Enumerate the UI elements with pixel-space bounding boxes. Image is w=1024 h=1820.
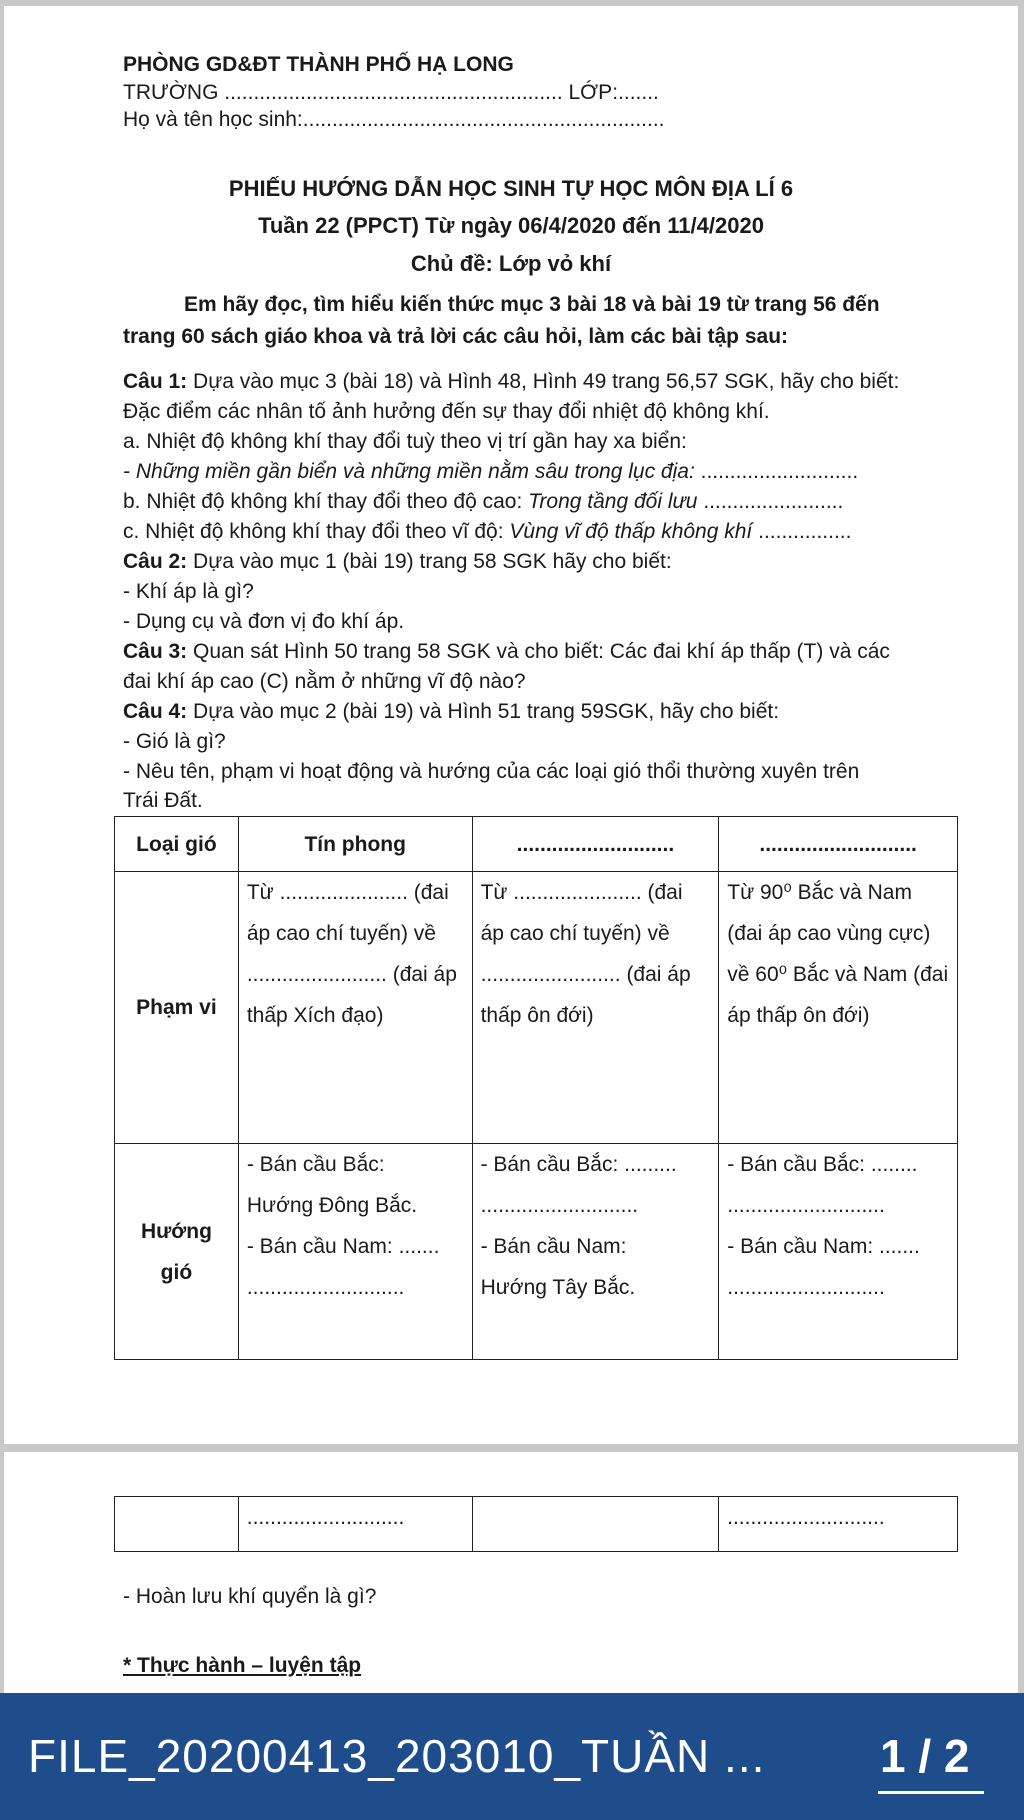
worksheet-topic: Chủ đề: Lớp vỏ khí (410, 251, 612, 276)
q1-a-italic: - Những miền gần biển và những miền nằm sâu trong lục địa: (123, 460, 701, 483)
office-header: PHÒNG GD&ĐT THÀNH PHỐ HẠ LONG (123, 53, 514, 76)
q1-b (123, 488, 953, 516)
table-cell (238, 1144, 472, 1360)
cell-line: - Bán cầu Bắc: (246, 1153, 385, 1176)
q2-item-2: - Dụng cụ và đơn vị đo khí áp. (123, 610, 405, 633)
cell-line: - Bán cầu Nam: (480, 1235, 627, 1258)
table-cell (472, 1497, 719, 1552)
intro-line-1: Em hãy đọc, tìm hiểu kiến thức mục 3 bài 18 và bài 19 từ trang 56 đến (184, 293, 880, 316)
table-header: ........................... (719, 817, 958, 872)
q2-label: Câu 2: (123, 550, 188, 573)
table-cell (719, 1144, 958, 1360)
q2-item-1: - Khí áp là gì? (123, 580, 254, 603)
cell-line: Hướng Đông Bắc. (246, 1194, 418, 1217)
q1-a-detail (123, 458, 953, 486)
table-row (115, 1144, 958, 1360)
q4-item-2b: Trái Đất. (123, 789, 203, 812)
wind-table (114, 816, 958, 1360)
cell-line: ........................... (727, 1276, 885, 1299)
viewer-bottom-bar (0, 1693, 1024, 1820)
question-3 (123, 638, 953, 666)
q1-text-2: Đặc điểm các nhân tố ảnh hưởng đến sự thay đổi nhiệt độ không khí. (123, 400, 770, 423)
q4-text: Dựa vào mục 2 (bài 19) và Hình 51 trang 59SGK, hãy cho biết: (187, 700, 780, 723)
school-line: TRƯỜNG .......................................................... LỚP:....... (123, 81, 659, 104)
file-name[interactable]: FILE_20200413_203010_TUẦN ... (28, 1730, 766, 1782)
practice-heading: * Thực hành – luyện tập (123, 1654, 362, 1677)
page-indicator[interactable]: 1 / 2 (880, 1730, 970, 1782)
row-label-direction: Hướng gió (115, 1144, 239, 1360)
table-cell (472, 1144, 719, 1360)
q3-label: Câu 3: (123, 640, 188, 663)
q1-c-italic: Vùng vĩ độ thấp không khí (509, 520, 759, 543)
question-2 (123, 548, 953, 576)
table-cell (115, 1497, 239, 1552)
intro-line-2: trang 60 sách giáo khoa và trả lời các câu hỏi, làm các bài tập sau: (123, 325, 789, 348)
q1-a: a. Nhiệt độ không khí thay đổi tuỳ theo vị trí gần hay xa biển: (123, 430, 687, 453)
worksheet-week: Tuần 22 (PPCT) Từ ngày 06/4/2020 đến 11/4/2020 (258, 213, 764, 238)
q2-text: Dựa vào mục 1 (bài 19) trang 58 SGK hãy cho biết: (187, 550, 672, 573)
table-cell: Từ ...................... (đai áp cao chí tuyến) về ........................ (đai áp thấp Xích đạo) (238, 872, 472, 1144)
q1-label: Câu 1: (123, 370, 188, 393)
table-row (115, 872, 958, 1144)
q1-c-text: c. Nhiệt độ không khí thay đổi theo vĩ độ: (123, 520, 510, 543)
table-cell: Từ 90⁰ Bắc và Nam (đai áp cao vùng cực) về 60⁰ Bắc và Nam (đai áp thấp ôn đới) (719, 872, 958, 1144)
q1-c (123, 518, 953, 546)
q1-b-dots: ........................ (703, 490, 844, 513)
q4-label: Câu 4: (123, 700, 188, 723)
q4-item-1: - Gió là gì? (123, 730, 226, 753)
table-header: ........................... (472, 817, 719, 872)
table-header: Loại gió (115, 817, 239, 872)
cell-line: ........................... (246, 1276, 405, 1299)
document-page-1 (4, 6, 1018, 1444)
worksheet-title: PHIẾU HƯỚNG DẪN HỌC SINH TỰ HỌC MÔN ĐỊA LÍ 6 (228, 176, 794, 201)
wind-table-continued (114, 1496, 958, 1552)
table-cell: ........................... (719, 1497, 958, 1552)
cell-line: - Bán cầu Bắc: ......... (480, 1153, 677, 1176)
cell-line: ........................... (480, 1194, 639, 1217)
q-atmospheric-circulation: - Hoàn lưu khí quyển là gì? (123, 1585, 377, 1608)
q3-text: Quan sát Hình 50 trang 58 SGK và cho biết: Các đai khí áp thấp (T) và các (187, 640, 890, 663)
q3-text-2: đai khí áp cao (C) nằm ở những vĩ độ nào? (123, 670, 526, 693)
student-name-line: Họ và tên học sinh:.............................................................. (123, 108, 665, 131)
q4-item-2: - Nêu tên, phạm vi hoạt động và hướng của các loại gió thổi thường xuyên trên (123, 760, 860, 783)
row-label-scope: Phạm vi (115, 872, 239, 1144)
page-indicator-underline (878, 1791, 984, 1794)
q1-b-text: b. Nhiệt độ không khí thay đổi theo độ cao: (123, 490, 529, 513)
question-4 (123, 698, 953, 726)
table-cell: Từ ...................... (đai áp cao chí tuyến) về ........................ (đai áp thấp ôn đới) (472, 872, 719, 1144)
q1-text: Dựa vào mục 3 (bài 18) và Hình 48, Hình 49 trang 56,57 SGK, hãy cho biết: (187, 370, 900, 393)
q1-a-dots: ........................... (700, 460, 859, 483)
cell-line: Hướng Tây Bắc. (480, 1276, 636, 1299)
cell-line: ........................... (727, 1194, 885, 1217)
question-1 (123, 368, 953, 396)
table-header: Tín phong (238, 817, 472, 872)
cell-line: - Bán cầu Nam: ....... (246, 1235, 440, 1258)
q1-c-dots: ................ (758, 520, 852, 543)
q1-b-italic: Trong tầng đối lưu (528, 490, 704, 513)
cell-line: - Bán cầu Nam: ....... (727, 1235, 920, 1258)
table-cell: ........................... (238, 1497, 472, 1552)
table-row (115, 1497, 958, 1552)
table-row (115, 817, 958, 872)
cell-line: - Bán cầu Bắc: ........ (727, 1153, 918, 1176)
